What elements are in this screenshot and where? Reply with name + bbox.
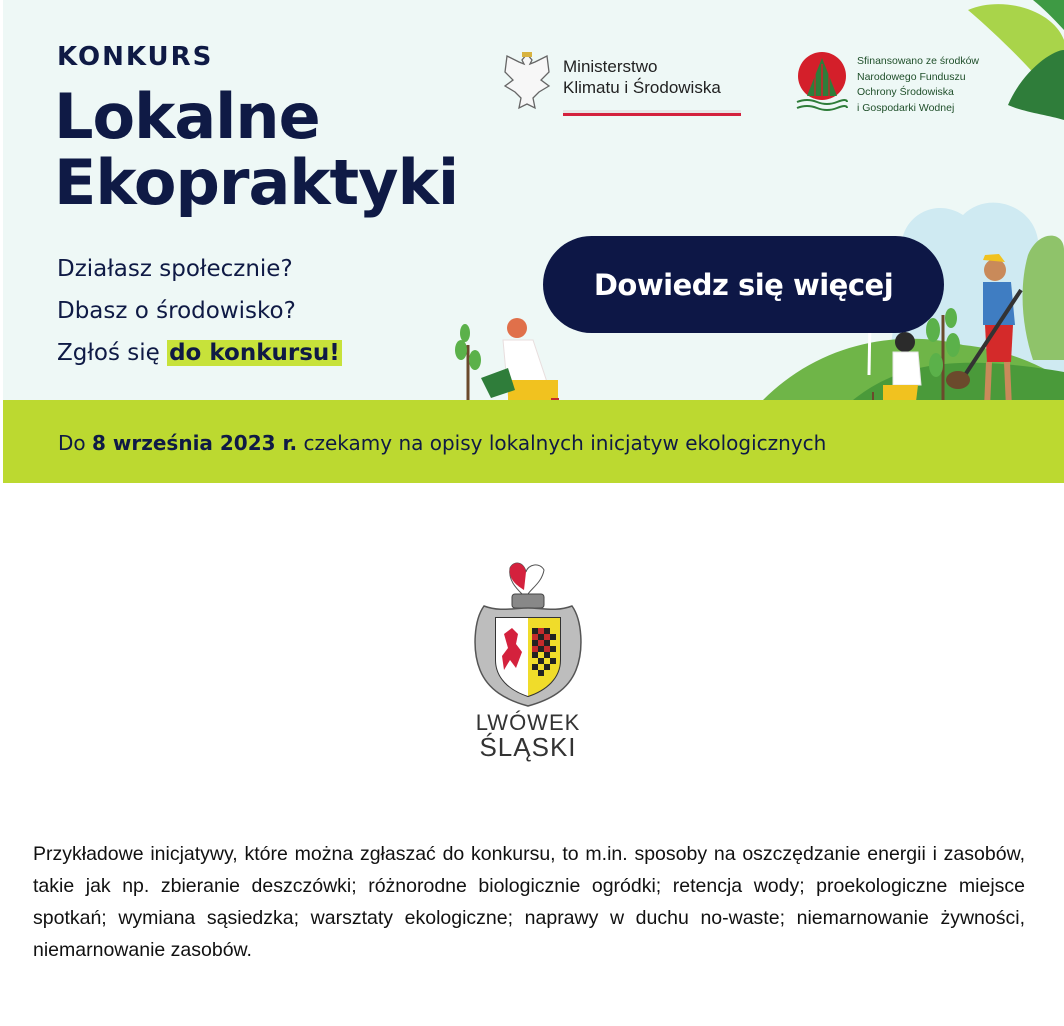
tagline: Dbasz o środowisko? (57, 298, 296, 324)
deadline-date: 8 września 2023 r. (92, 431, 298, 455)
contest-banner[interactable] (3, 0, 1064, 483)
ministry-line: Klimatu i Środowiska (563, 78, 721, 97)
tagline-prefix: Zgłoś się (57, 340, 168, 366)
coat-of-arms-icon (466, 560, 590, 710)
tagline (57, 340, 342, 366)
fund-emblem-icon (793, 50, 851, 116)
crest-name-line: LWÓWEK (475, 710, 581, 735)
person-figure (507, 318, 527, 338)
tagline-highlight: do konkursu! (169, 340, 340, 366)
lwowek-crest (466, 560, 590, 768)
ministry-name (563, 56, 721, 98)
crest-name-line: ŚLĄSKI (479, 732, 577, 762)
contest-title (54, 80, 459, 219)
deadline-suffix: czekamy na opisy lokalnych inicjatyw ekologicznych (297, 431, 827, 455)
ministry-line: Ministerstwo (563, 57, 658, 76)
fund-line: Sfinansowano ze środków (857, 55, 979, 67)
title-line: Ekopraktyki (54, 146, 459, 219)
contest-label: KONKURS (57, 42, 214, 72)
fund-line: i Gospodarki Wodnej (857, 101, 955, 114)
deadline-prefix: Do (58, 431, 92, 455)
person-figure (895, 332, 915, 352)
eagle-icon (499, 50, 555, 118)
deadline-text (58, 431, 826, 455)
tagline: Działasz społecznie? (57, 256, 293, 282)
tree-shape (1023, 236, 1064, 360)
fund-line: Narodowego Funduszu (857, 70, 966, 83)
fund-line: Ochrony Środowiska (857, 86, 954, 98)
title-line: Lokalne (54, 80, 320, 153)
learn-more-button[interactable]: Dowiedz się więcej (543, 236, 944, 333)
person-figure (984, 259, 1006, 281)
initiatives-paragraph: Przykładowe inicjatywy, które można zgłaszać do konkursu, to m.in. sposoby na oszczędzanie energii i zasobów, takie jak np. zbieranie deszczówki; różnorodne biologicznie ogródki; retencja wody; proekologiczne miejsce spotkań; wymiana sąsiedzka; warsztaty ekologiczne; naprawy w duchu no-waste; niemarnowanie żywności, niemarnowanie zasobów. (33, 843, 1025, 961)
fund-name (857, 54, 979, 116)
flag-bar (563, 110, 741, 116)
nfosigw-logo (793, 50, 993, 122)
ministry-logo (499, 50, 749, 122)
